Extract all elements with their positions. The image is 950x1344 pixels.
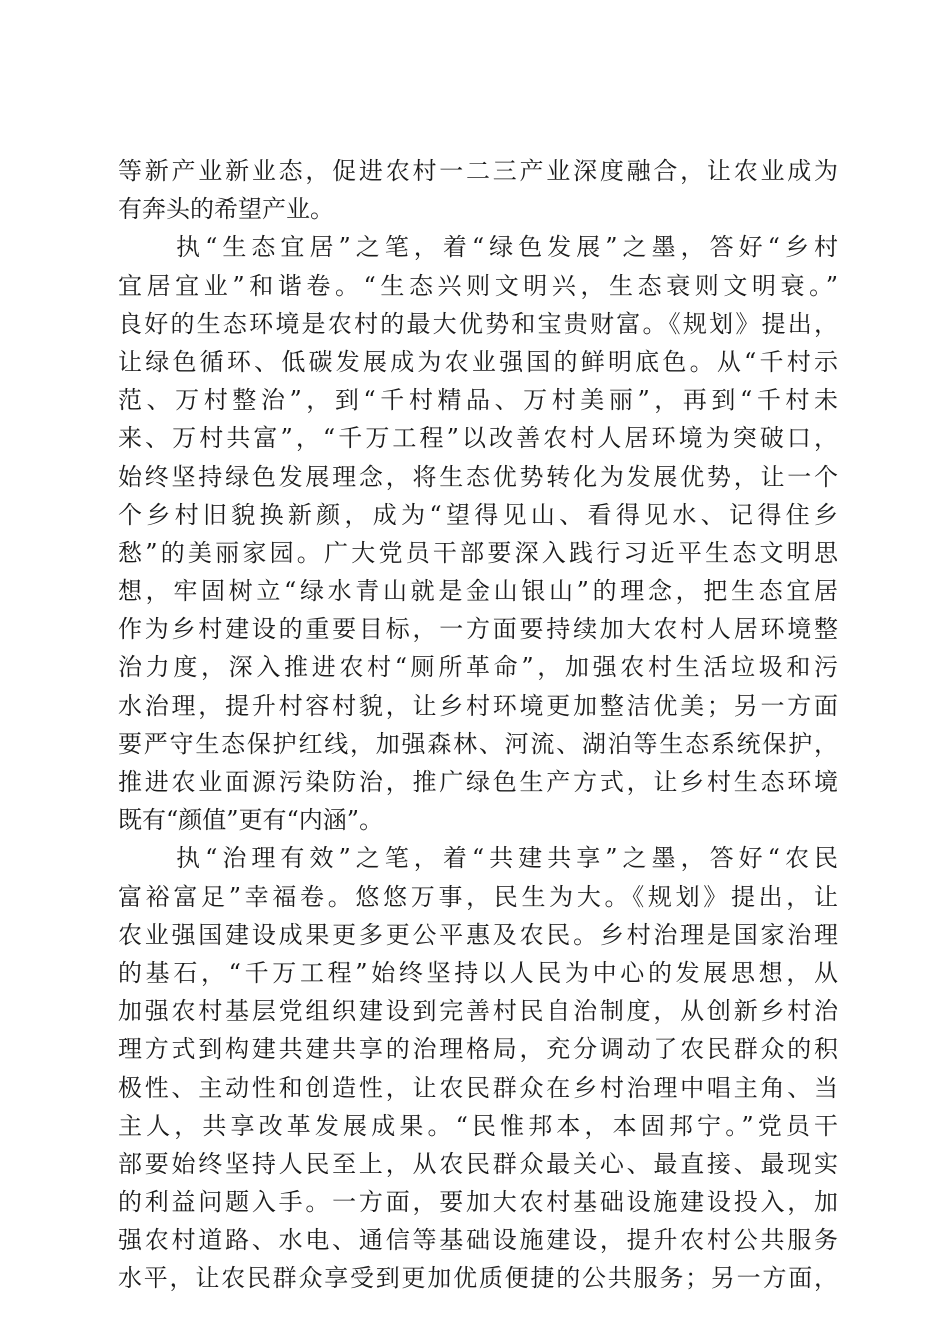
text-line: 让绿色循环、低碳发展成为农业强国的鲜明底色。从“千村示 [118, 347, 838, 376]
text-line: 等新产业新业态，促进农村一二三产业深度融合，让农业成为 [118, 157, 838, 185]
text-line: 水平，让农民群众享受到更加优质便捷的公共服务；另一方面， [118, 1264, 838, 1293]
text-line: 来、万村共富”，“千万工程”以改善农村人居环境为突破口， [118, 424, 838, 453]
text-line: 愁”的美丽家园。广大党员干部要深入践行习近平生态文明思 [118, 538, 838, 567]
text-line: 极性、主动性和创造性，让农民群众在乡村治理中唱主角、当 [118, 1073, 838, 1102]
text-line: 强农村道路、水电、通信等基础设施建设，提升农村公共服务 [118, 1226, 838, 1255]
text-line: 水治理，提升村容村貌，让乡村环境更加整洁优美；另一方面 [118, 691, 838, 720]
text-line: 富裕富足”幸福卷。悠悠万事，民生为大。《规划》提出，让 [118, 882, 838, 911]
text-line: 主人，共享改革发展成果。“民惟邦本，本固邦宁。”党员干 [118, 1111, 838, 1140]
text-line: 既有“颜值”更有“内涵”。 [118, 806, 384, 835]
text-line: 的基石，“千万工程”始终坚持以人民为中心的发展思想，从 [118, 958, 838, 987]
text-line: 有奔头的希望产业。 [118, 195, 334, 224]
text-line: 执“生态宜居”之笔，着“绿色发展”之墨，答好“乡村 [118, 233, 838, 262]
text-line: 治力度，深入推进农村“厕所革命”，加强农村生活垃圾和污 [118, 653, 838, 682]
text-line: 理方式到构建共建共享的治理格局，充分调动了农民群众的积 [118, 1035, 838, 1064]
text-line: 农业强国建设成果更多更公平惠及农民。乡村治理是国家治理 [118, 920, 838, 949]
text-line: 宜居宜业”和谐卷。“生态兴则文明兴，生态衰则文明衰。” [118, 271, 838, 300]
text-line: 的利益问题入手。一方面，要加大农村基础设施建设投入，加 [118, 1188, 838, 1217]
text-line: 始终坚持绿色发展理念，将生态优势转化为发展优势，让一个 [118, 462, 838, 491]
text-line: 范、万村整治”，到“千村精品、万村美丽”，再到“千村未 [118, 386, 838, 415]
text-line: 要严守生态保护红线，加强森林、河流、湖泊等生态系统保护， [118, 729, 838, 758]
text-line: 良好的生态环境是农村的最大优势和宝贵财富。《规划》提出， [118, 309, 838, 338]
text-line: 执“治理有效”之笔，着“共建共享”之墨，答好“农民 [118, 844, 838, 873]
text-line: 加强农村基层党组织建设到完善村民自治制度，从创新乡村治 [118, 997, 838, 1026]
body-text [118, 152, 838, 1298]
text-line: 推进农业面源污染防治，推广绿色生产方式，让乡村生态环境 [118, 768, 838, 796]
text-line: 部要始终坚持人民至上，从农民群众最关心、最直接、最现实 [118, 1149, 838, 1178]
text-line: 作为乡村建设的重要目标，一方面要持续加大农村人居环境整 [118, 615, 838, 644]
text-line: 个乡村旧貌换新颜，成为“望得见山、看得见水、记得住乡 [118, 500, 838, 529]
text-line: 想，牢固树立“绿水青山就是金山银山”的理念，把生态宜居 [118, 577, 838, 606]
